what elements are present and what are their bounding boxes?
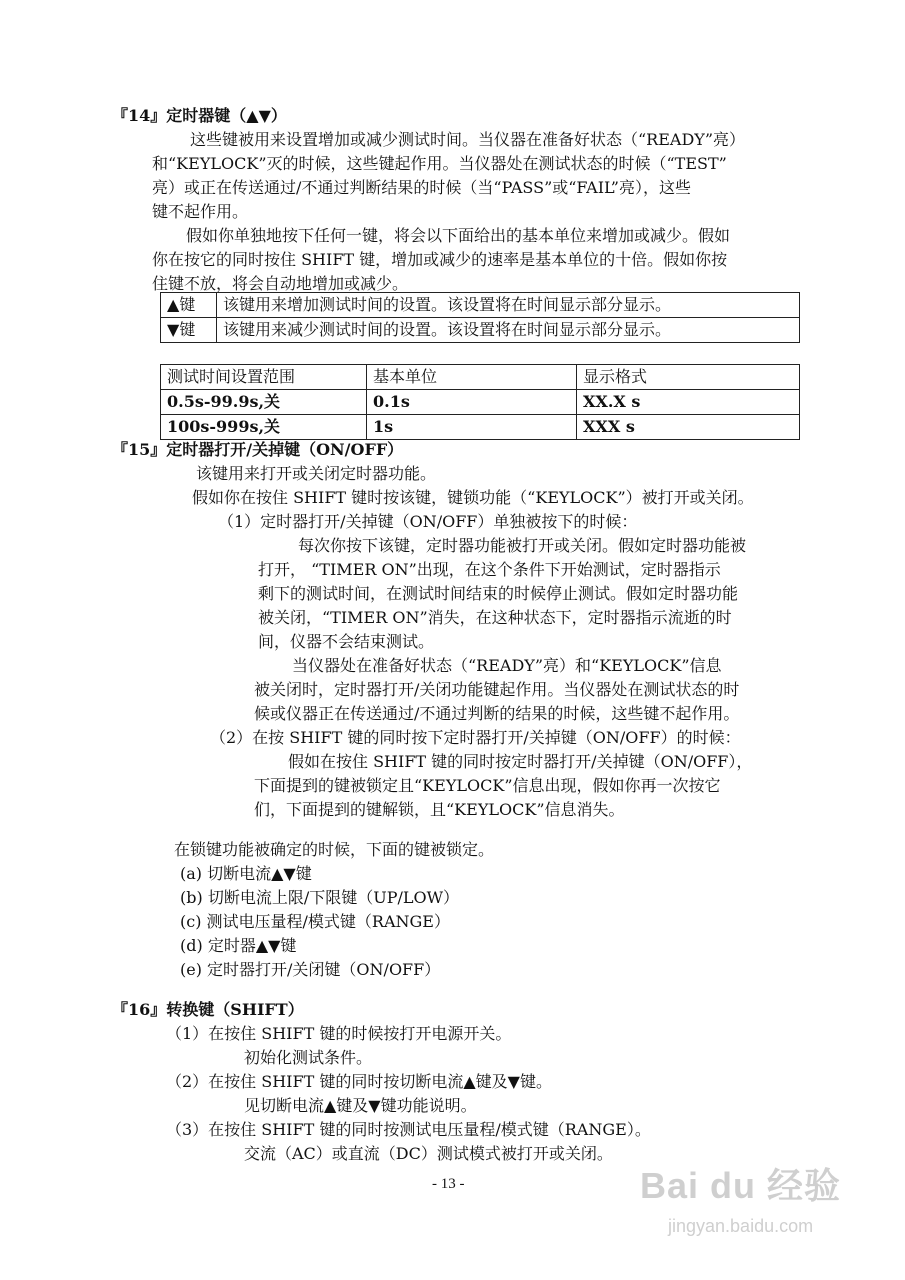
section-15-heading: 『15』定时器打开/关掉键（ON/OFF） [112,440,404,459]
s15-sub1-line: 被关闭，“TIMER ON”消失，在这种状态下，定时器指示流逝的时 [258,608,732,627]
column-header: 测试时间设置范围 [161,365,367,390]
section-16-heading: 『16』转换键（SHIFT） [112,1000,304,1019]
table-row [161,415,800,440]
s14-p2-line: 住键不放，将会自动地增加或减少。 [152,274,409,293]
table-cell: 1s [367,415,577,440]
table-header-row [161,365,800,390]
s15-sub1-line: 剩下的测试时间，在测试时间结束的时候停止测试。假如定时器功能 [258,584,739,603]
baidu-watermark-logo: Bai du 经验 [640,1165,842,1206]
s15-sub1-p2-line: 被关闭时，定时器打开/关闭功能键起作用。当仪器处在测试状态的时 [254,680,740,699]
desc-cell: 该键用来增加测试时间的设置。该设置将在时间显示部分显示。 [217,293,800,318]
key-function-table [160,292,800,343]
table-row [161,390,800,415]
s15-sub2-heading: （2）在按 SHIFT 键的同时按下定时器打开/关掉键（ON/OFF）的时候： [210,728,741,747]
s15-sub1-line: 每次你按下该键，定时器功能被打开或关闭。假如定时器功能被 [298,536,747,555]
section-14-heading: 『14』定时器键（▲▼） [112,106,287,125]
desc-cell: 该键用来减少测试时间的设置。该设置将在时间显示部分显示。 [217,318,800,343]
lock-intro: 在锁键功能被确定的时候，下面的键被锁定。 [174,840,495,859]
s14-p2-line: 你在按它的同时按住 SHIFT 键，增加或减少的速率是基本单位的十倍。假如你按 [152,250,728,269]
s15-sub1-p2-line: 候或仪器正在传送通过/不通过判断的结果的时候，这些键不起作用。 [254,704,740,723]
table-cell: 0.1s [367,390,577,415]
s15-sub1-heading: （1）定时器打开/关掉键（ON/OFF）单独被按下的时候： [218,512,638,531]
column-header: 显示格式 [577,365,800,390]
s14-p1-line: 亮）或正在传送通过/不通过判断结果的时候（当“PASS”或“FAIL”亮），这些 [152,178,691,197]
s15-sub2-line: 们，下面提到的键解锁，且“KEYLOCK”信息消失。 [254,800,625,819]
table-cell: XX.X s [577,390,800,415]
s15-sub2-line: 假如在按住 SHIFT 键的同时按定时器打开/关掉键（ON/OFF）， [288,752,753,771]
table-cell: 0.5s-99.9s,关 [161,390,367,415]
s16-item-label: （3）在按住 SHIFT 键的同时按测试电压量程/模式键（RANGE）。 [166,1120,651,1139]
s16-item-label: （2）在按住 SHIFT 键的同时按切断电流▲键及▼键。 [166,1072,552,1091]
lock-item: (c) 测试电压量程/模式键（RANGE） [180,912,450,931]
s15-sub1-line: 间，仪器不会结束测试。 [258,632,435,651]
lock-item: (a) 切断电流▲▼键 [180,864,312,883]
s16-item-desc: 交流（AC）或直流（DC）测试模式被打开或关闭。 [244,1144,613,1163]
s14-p1-line: 键不起作用。 [152,202,249,221]
s16-item-label: （1）在按住 SHIFT 键的时候按打开电源开关。 [166,1024,512,1043]
key-cell: ▲键 [161,293,217,318]
table-cell: XXX s [577,415,800,440]
s15-sub2-line: 下面提到的键被锁定且“KEYLOCK”信息出现，假如你再一次按它 [254,776,721,795]
column-header: 基本单位 [367,365,577,390]
s15-line: 该键用来打开或关闭定时器功能。 [196,464,437,483]
s15-sub1-p2-line: 当仪器处在准备好状态（“READY”亮）和“KEYLOCK”信息 [292,656,722,675]
page-number: - 13 - [432,1176,465,1192]
lock-item: (e) 定时器打开/关闭键（ON/OFF） [180,960,441,979]
table-row [161,293,800,318]
s14-p1-line: 和“KEYLOCK”灭的时候，这些键起作用。当仪器处在测试状态的时候（“TEST” [152,154,727,173]
s14-p2-line: 假如你单独地按下任何一键，将会以下面给出的基本单位来增加或减少。假如 [186,226,731,245]
lock-item: (b) 切断电流上限/下限键（UP/LOW） [180,888,460,907]
s15-line: 假如你在按住 SHIFT 键时按该键，键锁功能（“KEYLOCK”）被打开或关闭。 [192,488,754,507]
lock-item: (d) 定时器▲▼键 [180,936,297,955]
s16-item-desc: 初始化测试条件。 [244,1048,373,1067]
baidu-watermark-url: jingyan.baidu.com [668,1216,814,1236]
s16-item-desc: 见切断电流▲键及▼键功能说明。 [244,1096,477,1115]
s15-sub1-line: 打开， “TIMER ON”出现，在这个条件下开始测试，定时器指示 [258,560,721,579]
table-cell: 100s-999s,关 [161,415,367,440]
table-row [161,318,800,343]
time-range-table [160,364,800,440]
s14-p1-line: 这些键被用来设置增加或减少测试时间。当仪器在准备好状态（“READY”亮） [190,130,746,149]
key-cell: ▼键 [161,318,217,343]
